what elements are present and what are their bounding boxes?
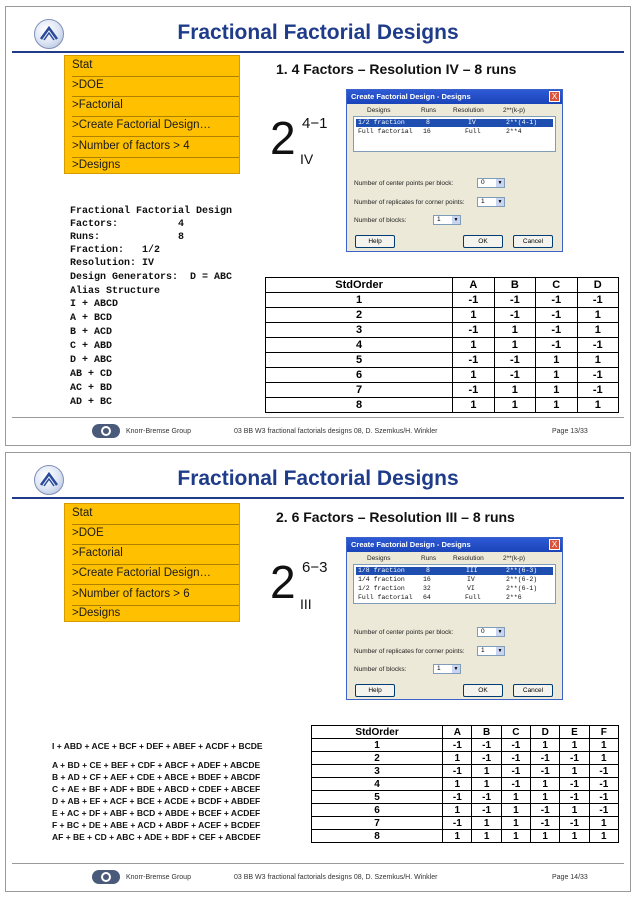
table-cell: -1 <box>531 765 560 778</box>
table-cell: -1 <box>577 338 619 353</box>
col-runs: Runs <box>421 555 437 562</box>
menu-item-designs: >Designs <box>72 607 121 619</box>
knorr-bremse-logo-icon <box>92 424 120 438</box>
design-resolution: III <box>300 596 312 612</box>
table-cell: 1 <box>589 752 618 765</box>
table-cell: 8 <box>266 398 453 413</box>
knorr-bremse-logo-icon <box>92 870 120 884</box>
table-cell: -1 <box>501 778 530 791</box>
table-cell: 1 <box>494 323 535 338</box>
chevron-down-icon: ▼ <box>497 199 503 205</box>
design-base: 2 <box>270 112 296 164</box>
table-row <box>266 353 619 368</box>
output-line: Runs: 8 <box>70 232 185 243</box>
slide-14 <box>5 452 631 892</box>
table-cell: 1 <box>531 778 560 791</box>
center-points-label: Number of center points per block: <box>354 180 454 187</box>
table-header-cell: B <box>494 278 535 293</box>
section-subtitle: 1. 4 Factors – Resolution IV – 8 runs <box>276 61 517 77</box>
menu-item-doe: >DOE <box>72 79 104 91</box>
blocks-label: Number of blocks: <box>354 217 407 224</box>
dialog-close-button[interactable]: X <box>549 539 560 550</box>
table-header-cell: D <box>577 278 619 293</box>
table-header-cell: C <box>501 726 530 739</box>
table-header-cell: B <box>472 726 501 739</box>
table-cell: 1 <box>443 830 472 843</box>
blocks-label: Number of blocks: <box>354 666 407 673</box>
table-cell: 2 <box>312 752 443 765</box>
col-designs: Designs <box>367 555 391 562</box>
col-designs: Designs <box>367 107 391 114</box>
table-row <box>266 368 619 383</box>
table-cell: -1 <box>443 765 472 778</box>
table-cell: 7 <box>266 383 453 398</box>
table-cell: -1 <box>560 791 589 804</box>
table-cell: -1 <box>560 778 589 791</box>
design-table <box>265 277 619 413</box>
alias-line: A + BD + CE + BEF + CDF + ABCF + ADEF + ABCDE <box>52 760 261 770</box>
table-cell: 1 <box>560 765 589 778</box>
design-table <box>311 725 619 843</box>
menu-path-box <box>64 55 240 174</box>
table-cell: -1 <box>472 791 501 804</box>
chevron-down-icon: ▼ <box>497 648 503 654</box>
table-cell: 4 <box>312 778 443 791</box>
table-cell: 1 <box>536 383 577 398</box>
table-cell: -1 <box>494 293 535 308</box>
cancel-button[interactable]: Cancel <box>513 235 553 248</box>
design-row[interactable]: 1/8 fraction 8 III 2**(6-3) <box>356 567 553 575</box>
table-row <box>312 830 619 843</box>
table-header-cell: C <box>536 278 577 293</box>
table-cell: 1 <box>536 398 577 413</box>
table-cell: 1 <box>312 739 443 752</box>
menu-item-stat: Stat <box>72 59 93 71</box>
output-line: AB + CD <box>70 369 113 380</box>
table-cell: 1 <box>443 804 472 817</box>
footer-page: Page 14/33 <box>552 874 588 881</box>
menu-item-doe: >DOE <box>72 527 104 539</box>
table-row <box>312 791 619 804</box>
table-cell: -1 <box>494 308 535 323</box>
table-cell: 1 <box>494 398 535 413</box>
menu-item-stat: Stat <box>72 507 93 519</box>
table-cell: -1 <box>472 739 501 752</box>
output-line: I + ABCD <box>70 299 119 310</box>
menu-item-create: >Create Factorial Design… <box>72 119 212 131</box>
table-cell: 1 <box>472 765 501 778</box>
footer-company: Knorr-Bremse Group <box>126 428 191 435</box>
table-header-cell: StdOrder <box>266 278 453 293</box>
table-row <box>266 308 619 323</box>
table-cell: 1 <box>577 398 619 413</box>
table-cell: -1 <box>472 752 501 765</box>
table-cell: -1 <box>589 804 618 817</box>
table-cell: 1 <box>589 830 618 843</box>
menu-item-create: >Create Factorial Design… <box>72 567 212 579</box>
output-line: Design Generators: D = ABC <box>70 272 233 283</box>
table-cell: -1 <box>589 778 618 791</box>
table-cell: -1 <box>531 804 560 817</box>
col-resolution: Resolution <box>453 555 484 562</box>
table-cell: 1 <box>453 398 494 413</box>
replicates-label: Number of replicates for corner points: <box>354 648 465 655</box>
table-cell: 1 <box>560 804 589 817</box>
alias-line: B + AD + CF + AEF + CDE + ABCE + BDEF + ABCDF <box>52 772 261 782</box>
table-cell: 1 <box>443 752 472 765</box>
table-row <box>266 323 619 338</box>
table-cell: -1 <box>453 323 494 338</box>
dialog-title: Create Factorial Design - Designs <box>347 90 562 104</box>
table-row <box>266 338 619 353</box>
design-row[interactable]: 1/2 fraction 8 IV 2**(4-1) <box>356 119 553 127</box>
output-line: Fractional Factorial Design <box>70 206 233 217</box>
slide-title: Fractional Factorial Designs <box>177 21 459 44</box>
slide-title: Fractional Factorial Designs <box>177 467 459 490</box>
table-cell: -1 <box>589 765 618 778</box>
slide-13 <box>5 6 631 446</box>
footer-page: Page 13/33 <box>552 428 588 435</box>
alias-line: AF + BE + CD + ABC + ADE + BDF + CEF + ABCDEF <box>52 832 261 842</box>
table-cell: 1 <box>443 778 472 791</box>
table-cell: -1 <box>577 383 619 398</box>
table-cell: 3 <box>312 765 443 778</box>
table-row <box>266 383 619 398</box>
output-line: C + ABD <box>70 341 113 352</box>
replicates-label: Number of replicates for corner points: <box>354 199 465 206</box>
table-row <box>312 778 619 791</box>
output-line: B + ACD <box>70 327 113 338</box>
output-line: Fraction: 1/2 <box>70 245 161 256</box>
table-cell: 1 <box>560 739 589 752</box>
table-cell: 1 <box>536 368 577 383</box>
table-cell: -1 <box>560 752 589 765</box>
table-cell: -1 <box>536 323 577 338</box>
output-line: D + ABC <box>70 355 113 366</box>
table-cell: -1 <box>536 338 577 353</box>
blocks-select[interactable]: 1 ▼ <box>433 215 461 225</box>
table-cell: 5 <box>312 791 443 804</box>
table-header-cell: StdOrder <box>312 726 443 739</box>
table-cell: -1 <box>453 383 494 398</box>
menu-item-factors: >Number of factors > 6 <box>72 588 190 600</box>
table-cell: 1 <box>531 791 560 804</box>
center-points-label: Number of center points per block: <box>354 629 454 636</box>
output-line: Factors: 4 <box>70 219 185 230</box>
design-base: 2 <box>270 556 296 608</box>
replicates-select[interactable]: 1 ▼ <box>477 197 505 207</box>
table-cell: 1 <box>494 338 535 353</box>
table-cell: -1 <box>494 353 535 368</box>
menu-item-factors: >Number of factors > 4 <box>72 140 190 152</box>
table-cell: 6 <box>312 804 443 817</box>
table-row <box>266 293 619 308</box>
table-cell: -1 <box>453 293 494 308</box>
table-header-cell: D <box>531 726 560 739</box>
col-runs: Runs <box>421 107 437 114</box>
output-line: AC + BD <box>70 383 113 394</box>
table-cell: 1 <box>577 308 619 323</box>
cancel-button[interactable]: Cancel <box>513 684 553 697</box>
title-bar <box>12 17 624 53</box>
table-cell: 1 <box>536 353 577 368</box>
dialog-close-button[interactable]: X <box>549 91 560 102</box>
table-cell: 1 <box>531 830 560 843</box>
table-cell: -1 <box>536 308 577 323</box>
table-cell: 8 <box>312 830 443 843</box>
table-cell: 1 <box>589 739 618 752</box>
output-line: AD + BC <box>70 397 113 408</box>
col-formula: 2**(k-p) <box>503 555 526 562</box>
replicates-select[interactable]: 1 ▼ <box>477 646 505 656</box>
output-line: Resolution: IV <box>70 258 155 269</box>
design-row[interactable]: 1/2 fraction 32 VI 2**(6-1) <box>358 585 538 592</box>
design-exponent: 4−1 <box>302 115 328 132</box>
chevron-down-icon: ▼ <box>497 629 503 635</box>
table-row <box>312 765 619 778</box>
menu-item-factorial: >Factorial <box>72 99 123 111</box>
ok-button[interactable]: OK <box>463 684 503 697</box>
table-cell: -1 <box>560 817 589 830</box>
alias-line: I + ABD + ACE + BCF + DEF + ABEF + ACDF + BCDE <box>52 741 263 751</box>
table-cell: 1 <box>560 830 589 843</box>
output-line: A + BCD <box>70 313 113 324</box>
table-cell: 1 <box>453 308 494 323</box>
table-cell: 1 <box>472 830 501 843</box>
table-header-cell: F <box>589 726 618 739</box>
table-cell: -1 <box>501 765 530 778</box>
table-cell: -1 <box>531 752 560 765</box>
section-subtitle: 2. 6 Factors – Resolution III – 8 runs <box>276 509 515 525</box>
table-cell: -1 <box>589 791 618 804</box>
col-resolution: Resolution <box>453 107 484 114</box>
table-cell: 1 <box>501 830 530 843</box>
center-points-select[interactable]: 0 ▼ <box>477 178 505 188</box>
table-cell: 4 <box>266 338 453 353</box>
table-cell: 1 <box>501 817 530 830</box>
table-cell: 1 <box>501 804 530 817</box>
table-cell: -1 <box>443 817 472 830</box>
footer-company: Knorr-Bremse Group <box>126 874 191 881</box>
designs-list[interactable] <box>353 564 556 604</box>
table-header-cell: E <box>560 726 589 739</box>
design-row[interactable]: Full factorial 64 Full 2**6 <box>358 594 522 601</box>
table-cell: -1 <box>501 752 530 765</box>
table-cell: -1 <box>494 368 535 383</box>
alias-line: E + AC + DF + ABF + BCD + ABDE + BCEF + ACDEF <box>52 808 261 818</box>
slide-footer <box>6 411 630 445</box>
help-button[interactable]: Help <box>355 684 395 697</box>
table-cell: -1 <box>501 739 530 752</box>
designs-dialog <box>346 89 563 252</box>
table-cell: 3 <box>266 323 453 338</box>
chevron-down-icon: ▼ <box>453 666 459 672</box>
table-cell: 1 <box>453 338 494 353</box>
table-row <box>312 804 619 817</box>
table-cell: -1 <box>443 739 472 752</box>
col-formula: 2**(k-p) <box>503 107 526 114</box>
table-cell: -1 <box>472 804 501 817</box>
footer-title: 03 BB W3 fractional factorials designs 08, D. Szemkus/H. Winkler <box>234 428 438 435</box>
table-header-cell: A <box>453 278 494 293</box>
menu-item-factorial: >Factorial <box>72 547 123 559</box>
chevron-down-icon: ▼ <box>497 180 503 186</box>
table-cell: 1 <box>531 739 560 752</box>
table-cell: 1 <box>589 817 618 830</box>
table-cell: -1 <box>577 293 619 308</box>
menu-item-designs: >Designs <box>72 159 121 171</box>
dialog-title: Create Factorial Design - Designs <box>347 538 562 552</box>
title-bar <box>12 463 624 499</box>
alias-line: F + BC + DE + ABE + ACD + ABDF + ACEF + BCDEF <box>52 820 261 830</box>
help-button[interactable]: Help <box>355 235 395 248</box>
footer-title: 03 BB W3 fractional factorials designs 08, D. Szemkus/H. Winkler <box>234 874 438 881</box>
table-cell: 1 <box>494 383 535 398</box>
designs-dialog <box>346 537 563 700</box>
table-cell: 5 <box>266 353 453 368</box>
table-row <box>312 752 619 765</box>
table-row <box>312 817 619 830</box>
table-cell: 6 <box>266 368 453 383</box>
table-row <box>312 739 619 752</box>
table-cell: 2 <box>266 308 453 323</box>
table-cell: -1 <box>453 353 494 368</box>
designs-list[interactable] <box>353 116 556 152</box>
chevron-down-icon: ▼ <box>453 217 459 223</box>
output-line: Alias Structure <box>70 286 161 297</box>
table-cell: -1 <box>443 791 472 804</box>
table-cell: -1 <box>577 368 619 383</box>
table-cell: -1 <box>536 293 577 308</box>
table-cell: 1 <box>472 817 501 830</box>
table-header-cell: A <box>443 726 472 739</box>
alias-line: D + AB + EF + ACF + BCE + ACDE + BCDF + ABDEF <box>52 796 261 806</box>
ok-button[interactable]: OK <box>463 235 503 248</box>
design-resolution: IV <box>300 151 314 167</box>
design-row[interactable]: Full factorial 16 Full 2**4 <box>358 128 522 135</box>
table-cell: 1 <box>472 778 501 791</box>
table-cell: 1 <box>577 323 619 338</box>
table-cell: 1 <box>501 791 530 804</box>
table-cell: 1 <box>453 368 494 383</box>
blocks-select[interactable]: 1 ▼ <box>433 664 461 674</box>
slide-footer <box>6 857 630 891</box>
table-cell: 1 <box>577 353 619 368</box>
table-cell: -1 <box>531 817 560 830</box>
table-cell: 7 <box>312 817 443 830</box>
center-points-select[interactable]: 0 ▼ <box>477 627 505 637</box>
alias-line: C + AE + BF + ADF + BDE + ABCD + CDEF + ABCEF <box>52 784 261 794</box>
table-cell: 1 <box>266 293 453 308</box>
design-exponent: 6−3 <box>302 559 328 576</box>
menu-path-box <box>64 503 240 622</box>
design-row[interactable]: 1/4 fraction 16 IV 2**(6-2) <box>358 576 538 583</box>
